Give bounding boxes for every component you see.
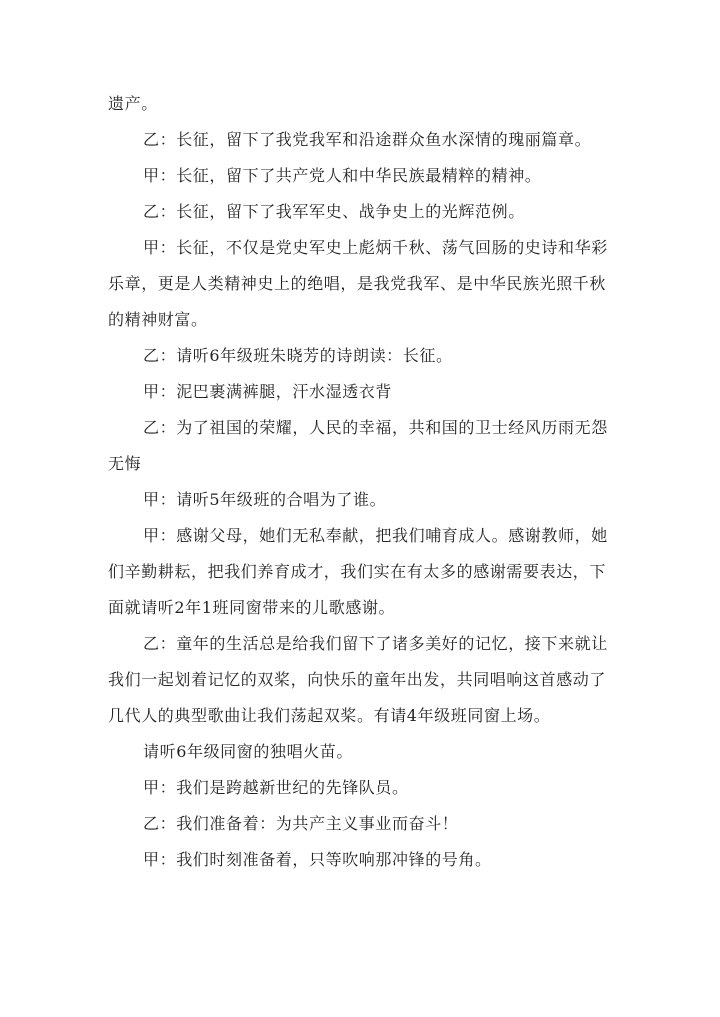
paragraph: 乙：我们准备着：为共产主义事业而奋斗！ xyxy=(143,814,459,833)
document-body xyxy=(108,86,618,878)
paragraph: 甲：感谢父母，她们无私奉献，把我们哺育成人。感谢教师，她们辛勤耕耘，把我们养育成才，我们实在有太多的感谢需要表达，下面就请听2年1班同窗带来的儿歌感谢。 xyxy=(108,526,608,617)
paragraph: 甲：我们时刻准备着，只等吹响那冲锋的号角。 xyxy=(143,850,492,869)
paragraph: 乙：长征，留下了我军军史、战争史上的光辉范例。 xyxy=(143,202,525,221)
paragraph: 甲：长征，不仅是党史军史上彪炳千秋、荡气回肠的史诗和华彩乐章，更是人类精神史上的绝唱，是我党我军、是中华民族光照千秋的精神财富。 xyxy=(108,238,608,329)
paragraph: 甲：长征，留下了共产党人和中华民族最精粹的精神。 xyxy=(143,166,542,185)
paragraph: 乙：童年的生活总是给我们留下了诸多美好的记忆，接下来就让我们一起划着记忆的双桨，向快乐的童年出发，共同唱响这首感动了几代人的典型歌曲让我们荡起双桨。有请4年级班同窗上场。 xyxy=(108,634,608,725)
paragraph: 甲：请听5年级班的合唱为了谁。 xyxy=(143,490,387,509)
paragraph: 请听6年级同窗的独唱火苗。 xyxy=(143,742,353,761)
paragraph: 乙：请听6年级班朱晓芳的诗朗读：长征。 xyxy=(143,346,453,365)
paragraph: 乙：长征，留下了我党我军和沿途群众鱼水深情的瑰丽篇章。 xyxy=(143,130,592,149)
paragraph: 甲：泥巴裹满裤腿，汗水湿透衣背 xyxy=(143,382,393,401)
paragraph: 甲：我们是跨越新世纪的先锋队员。 xyxy=(143,778,409,797)
paragraph: 乙：为了祖国的荣耀，人民的幸福，共和国的卫士经风历雨无怨无悔 xyxy=(108,418,608,473)
paragraph: 遗产。 xyxy=(108,94,158,113)
